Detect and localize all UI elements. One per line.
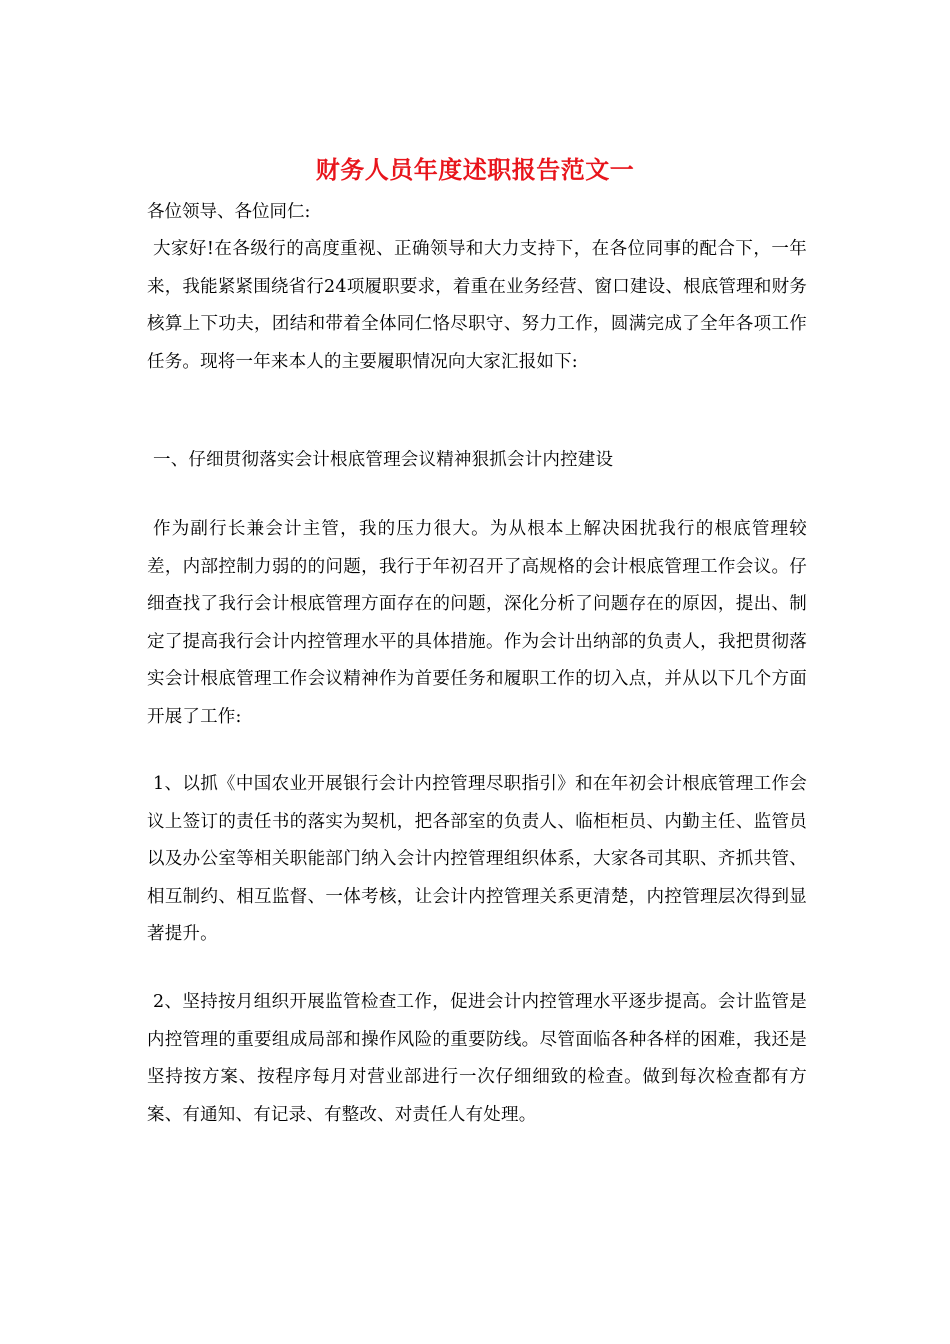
salutation: 各位领导、各位同仁: <box>147 202 311 222</box>
paragraph-intro: 大家好!在各级行的高度重视、正确领导和大力支持下，在各位同事的配合下，一年来，我能紧紧围绕省行24项履职要求，着重在业务经营、窗口建设、根底管理和财务核算上下功夫，团结和带着全体同仁恪尽职守、努力工作，圆满完成了全年各项工作任务。现将一年来本人的主要履职情况向大家汇报如下: <box>147 239 807 372</box>
paragraph-item-2: 2、坚持按月组织开展监管检查工作，促进会计内控管理水平逐步提高。会计监管是内控管理的重要组成局部和操作风险的重要防线。尽管面临各种各样的困难，我还是坚持按方案、按程序每月对营业部进行一次仔细细致的检查。做到每次检查都有方案、有通知、有记录、有整改、对责任人有处理。 <box>147 992 807 1125</box>
document-title: 财务人员年度述职报告范文一 <box>315 155 635 184</box>
paragraph-body: 作为副行长兼会计主管，我的压力很大。为从根本上解决困扰我行的根底管理较差，内部控制力弱的的问题，我行于年初召开了高规格的会计根底管理工作会议。仔细查找了我行会计根底管理方面存在的问题，深化分析了问题存在的原因，提出、制定了提高我行会计内控管理水平的具体措施。作为会计出纳部的负责人，我把贯彻落实会计根底管理工作会议精神作为首要任务和履职工作的切入点，并从以下几个方面开展了工作: <box>147 519 807 727</box>
paragraph-item-1: 1、以抓《中国农业开展银行会计内控管理尽职指引》和在年初会计根底管理工作会议上签订的责任书的落实为契机，把各部室的负责人、临柜柜员、内勤主任、监管员以及办公室等相关职能部门纳入会计内控管理组织体系，大家各司其职、齐抓共管、相互制约、相互监督、一体考核，让会计内控管理关系更清楚，内控管理层次得到显著提升。 <box>147 774 807 944</box>
section-heading: 一、仔细贯彻落实会计根底管理会议精神狠抓会计内控建设 <box>153 450 614 470</box>
